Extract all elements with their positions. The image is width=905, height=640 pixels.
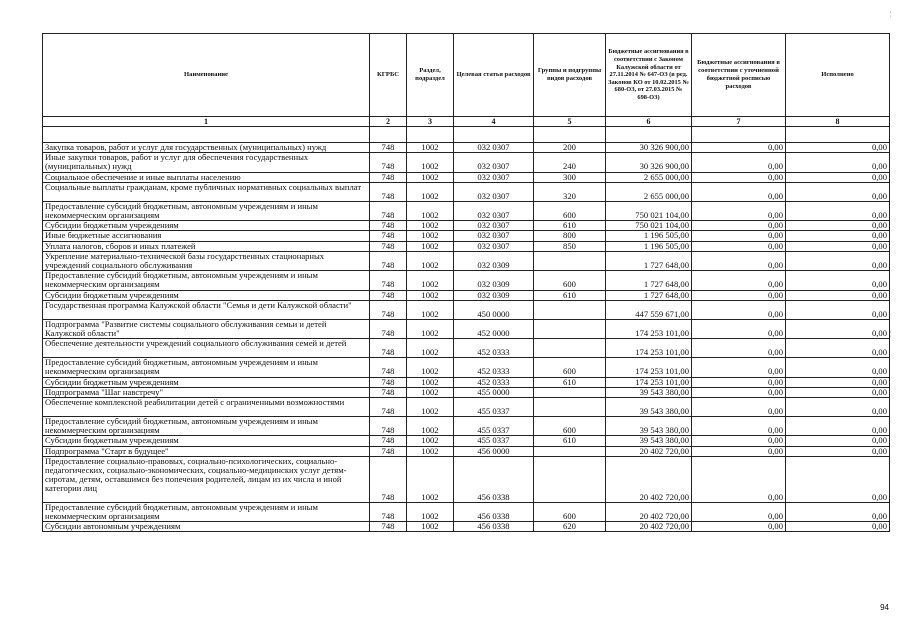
table-row [43, 387, 890, 397]
table-row [43, 201, 890, 220]
row-law-amount: 20 402 720,00 [606, 502, 692, 521]
row-name: Предоставление субсидий бюджетным, автономным учреждениям и иным некоммерческим организациям [43, 417, 370, 436]
row-section: 1002 [407, 436, 454, 446]
row-group [534, 398, 606, 417]
row-name: Уплата налогов, сборов и иных платежей [43, 241, 370, 251]
row-refined-amount: 0,00 [692, 251, 786, 270]
row-name: Закупка товаров, работ и услуг для государственных (муниципальных) нужд [43, 143, 370, 153]
header-row [43, 34, 890, 117]
column-number: 7 [692, 117, 786, 127]
row-section: 1002 [407, 231, 454, 241]
row-executed-amount: 0,00 [786, 153, 890, 172]
table-row [43, 522, 890, 532]
row-law-amount: 2 655 000,00 [606, 172, 692, 182]
row-section: 1002 [407, 182, 454, 201]
row-kgrbs: 748 [370, 358, 407, 377]
table-row [43, 377, 890, 387]
row-law-amount: 1 196 505,00 [606, 231, 692, 241]
table-row [43, 290, 890, 300]
row-group: 620 [534, 522, 606, 532]
row-law-amount: 39 543 380,00 [606, 387, 692, 397]
row-target: 455 0337 [454, 436, 534, 446]
row-executed-amount: 0,00 [786, 502, 890, 521]
row-group [534, 339, 606, 358]
row-name: Субсидии автономным учреждениям [43, 522, 370, 532]
row-kgrbs: 748 [370, 456, 407, 502]
table-row [43, 502, 890, 521]
row-target: 455 0337 [454, 398, 534, 417]
table-row [43, 339, 890, 358]
row-group [534, 456, 606, 502]
row-target: 452 0000 [454, 319, 534, 338]
row-section: 1002 [407, 398, 454, 417]
row-refined-amount: 0,00 [692, 153, 786, 172]
page-number: 94 [880, 603, 889, 612]
row-executed-amount: 0,00 [786, 182, 890, 201]
table-row [43, 172, 890, 182]
row-target: 032 0307 [454, 153, 534, 172]
row-executed-amount: 0,00 [786, 456, 890, 502]
row-group [534, 300, 606, 319]
table-row [43, 398, 890, 417]
row-group [534, 319, 606, 338]
row-refined-amount: 0,00 [692, 319, 786, 338]
row-target: 032 0307 [454, 231, 534, 241]
header-law: Бюджетные ассигнования в соответствии с Законом Калужской области от 27.11.2014 № 647-ОЗ (в ред. Законов КО от 10.02.2015 № 680-ОЗ, от 27.03.2015 № 698-ОЗ) [606, 34, 692, 117]
row-name: Предоставление субсидий бюджетным, автономным учреждениям и иным некоммерческим организациям [43, 201, 370, 220]
row-name: Подпрограмма "Развитие системы социального обслуживания семьи и детей Калужской области" [43, 319, 370, 338]
row-law-amount: 39 543 380,00 [606, 436, 692, 446]
row-kgrbs: 748 [370, 172, 407, 182]
row-name: Субсидии бюджетным учреждениям [43, 377, 370, 387]
row-section: 1002 [407, 417, 454, 436]
row-group: 600 [534, 358, 606, 377]
row-refined-amount: 0,00 [692, 456, 786, 502]
row-target: 452 0333 [454, 377, 534, 387]
row-target: 452 0333 [454, 358, 534, 377]
row-kgrbs: 748 [370, 446, 407, 456]
row-target: 456 0338 [454, 456, 534, 502]
row-refined-amount: 0,00 [692, 339, 786, 358]
row-executed-amount: 0,00 [786, 319, 890, 338]
row-section: 1002 [407, 172, 454, 182]
row-target: 032 0307 [454, 221, 534, 231]
row-refined-amount: 0,00 [692, 182, 786, 201]
row-section: 1002 [407, 377, 454, 387]
row-name: Подпрограмма "Старт в будущее" [43, 446, 370, 456]
table-row [43, 221, 890, 231]
row-kgrbs: 748 [370, 300, 407, 319]
row-section: 1002 [407, 502, 454, 521]
row-target: 032 0307 [454, 182, 534, 201]
row-refined-amount: 0,00 [692, 231, 786, 241]
row-kgrbs: 748 [370, 339, 407, 358]
row-target: 032 0307 [454, 241, 534, 251]
row-group: 600 [534, 417, 606, 436]
row-target: 032 0309 [454, 271, 534, 290]
row-kgrbs: 748 [370, 319, 407, 338]
row-executed-amount: 0,00 [786, 377, 890, 387]
row-section: 1002 [407, 201, 454, 220]
row-group: 610 [534, 436, 606, 446]
row-name: Предоставление социально-правовых, социально-психологических, социально-педагогических, социально-экономических, социально-медицинских услуг детям-сиротам, детям, оставшимся без попечения родителей, лицам из их числа и иной категории лиц [43, 456, 370, 502]
row-kgrbs: 748 [370, 153, 407, 172]
row-group [534, 251, 606, 270]
row-section: 1002 [407, 522, 454, 532]
column-number: 3 [407, 117, 454, 127]
table-row [43, 153, 890, 172]
row-name: Субсидии бюджетным учреждениям [43, 436, 370, 446]
row-law-amount: 1 727 648,00 [606, 290, 692, 300]
row-kgrbs: 748 [370, 290, 407, 300]
row-kgrbs: 748 [370, 251, 407, 270]
row-kgrbs: 748 [370, 201, 407, 220]
row-section: 1002 [407, 153, 454, 172]
row-kgrbs: 748 [370, 221, 407, 231]
row-target: 032 0309 [454, 251, 534, 270]
row-executed-amount: 0,00 [786, 221, 890, 231]
row-section: 1002 [407, 271, 454, 290]
row-section: 1002 [407, 319, 454, 338]
row-section: 1002 [407, 446, 454, 456]
row-law-amount: 20 402 720,00 [606, 522, 692, 532]
margin-tick: ¦ [889, 10, 891, 18]
header-section: Раздел, подраздел [407, 34, 454, 117]
row-law-amount: 447 559 671,00 [606, 300, 692, 319]
row-name: Предоставление субсидий бюджетным, автономным учреждениям и иным некоммерческим организациям [43, 271, 370, 290]
header-executed: Исполнено [786, 34, 890, 117]
row-target: 032 0307 [454, 143, 534, 153]
row-name: Подпрограмма "Шаг навстречу" [43, 387, 370, 397]
row-executed-amount: 0,00 [786, 290, 890, 300]
row-target: 032 0309 [454, 290, 534, 300]
row-name: Государственная программа Калужской области "Семья и дети Калужской области" [43, 300, 370, 319]
table-row [43, 182, 890, 201]
table-row [43, 271, 890, 290]
row-law-amount: 39 543 380,00 [606, 417, 692, 436]
row-law-amount: 1 727 648,00 [606, 251, 692, 270]
row-law-amount: 1 196 505,00 [606, 241, 692, 251]
row-executed-amount: 0,00 [786, 231, 890, 241]
row-refined-amount: 0,00 [692, 502, 786, 521]
row-law-amount: 20 402 720,00 [606, 456, 692, 502]
row-target: 456 0338 [454, 522, 534, 532]
row-kgrbs: 748 [370, 502, 407, 521]
row-refined-amount: 0,00 [692, 271, 786, 290]
column-number: 5 [534, 117, 606, 127]
row-law-amount: 2 655 000,00 [606, 182, 692, 201]
row-kgrbs: 748 [370, 522, 407, 532]
row-executed-amount: 0,00 [786, 241, 890, 251]
row-kgrbs: 748 [370, 387, 407, 397]
row-law-amount: 174 253 101,00 [606, 339, 692, 358]
row-group: 600 [534, 502, 606, 521]
row-executed-amount: 0,00 [786, 300, 890, 319]
spacer-row [43, 127, 890, 143]
row-target: 452 0333 [454, 339, 534, 358]
row-law-amount: 30 326 900,00 [606, 153, 692, 172]
row-kgrbs: 748 [370, 271, 407, 290]
row-group: 850 [534, 241, 606, 251]
row-kgrbs: 748 [370, 241, 407, 251]
row-section: 1002 [407, 241, 454, 251]
row-kgrbs: 748 [370, 143, 407, 153]
row-name: Иные закупки товаров, работ и услуг для обеспечения государственных (муниципальных) нужд [43, 153, 370, 172]
column-number: 8 [786, 117, 890, 127]
row-target: 032 0307 [454, 201, 534, 220]
row-law-amount: 1 727 648,00 [606, 271, 692, 290]
table-row [43, 231, 890, 241]
row-law-amount: 174 253 101,00 [606, 319, 692, 338]
row-executed-amount: 0,00 [786, 271, 890, 290]
table-row [43, 358, 890, 377]
row-name: Обеспечение комплексной реабилитации детей с ограниченными возможностями [43, 398, 370, 417]
row-name: Предоставление субсидий бюджетным, автономным учреждениям и иным некоммерческим организациям [43, 358, 370, 377]
row-group: 240 [534, 153, 606, 172]
row-executed-amount: 0,00 [786, 251, 890, 270]
table-row [43, 456, 890, 502]
row-executed-amount: 0,00 [786, 387, 890, 397]
row-refined-amount: 0,00 [692, 241, 786, 251]
row-target: 456 0338 [454, 502, 534, 521]
row-kgrbs: 748 [370, 182, 407, 201]
table-row [43, 143, 890, 153]
row-section: 1002 [407, 387, 454, 397]
row-refined-amount: 0,00 [692, 358, 786, 377]
budget-table [42, 33, 890, 532]
row-law-amount: 750 021 104,00 [606, 201, 692, 220]
row-executed-amount: 0,00 [786, 358, 890, 377]
row-section: 1002 [407, 300, 454, 319]
row-group: 600 [534, 201, 606, 220]
row-law-amount: 174 253 101,00 [606, 377, 692, 387]
table-row [43, 319, 890, 338]
row-name: Укрепление материально-технической базы государственных стационарных учреждений социального обслуживания [43, 251, 370, 270]
row-refined-amount: 0,00 [692, 143, 786, 153]
table-row [43, 251, 890, 270]
row-group: 200 [534, 143, 606, 153]
column-number-row [43, 117, 890, 127]
row-kgrbs: 748 [370, 417, 407, 436]
header-groups: Группы и подгруппы видов расходов [534, 34, 606, 117]
row-section: 1002 [407, 221, 454, 231]
margin-tick: ¦ [889, 330, 891, 338]
row-kgrbs: 748 [370, 377, 407, 387]
row-refined-amount: 0,00 [692, 398, 786, 417]
row-kgrbs: 748 [370, 436, 407, 446]
row-section: 1002 [407, 358, 454, 377]
row-name: Обеспечение деятельности учреждений социального обслуживания семей и детей [43, 339, 370, 358]
row-executed-amount: 0,00 [786, 339, 890, 358]
row-section: 1002 [407, 251, 454, 270]
row-target: 032 0307 [454, 172, 534, 182]
row-group: 320 [534, 182, 606, 201]
column-number: 1 [43, 117, 370, 127]
row-executed-amount: 0,00 [786, 417, 890, 436]
row-executed-amount: 0,00 [786, 201, 890, 220]
row-refined-amount: 0,00 [692, 290, 786, 300]
row-section: 1002 [407, 143, 454, 153]
row-executed-amount: 0,00 [786, 172, 890, 182]
row-group: 610 [534, 290, 606, 300]
table-row [43, 241, 890, 251]
row-group: 600 [534, 271, 606, 290]
row-executed-amount: 0,00 [786, 143, 890, 153]
table-row [43, 300, 890, 319]
row-refined-amount: 0,00 [692, 417, 786, 436]
row-kgrbs: 748 [370, 398, 407, 417]
row-refined-amount: 0,00 [692, 172, 786, 182]
row-law-amount: 39 543 380,00 [606, 398, 692, 417]
row-law-amount: 20 402 720,00 [606, 446, 692, 456]
row-section: 1002 [407, 456, 454, 502]
row-section: 1002 [407, 339, 454, 358]
table-row [43, 417, 890, 436]
row-section: 1002 [407, 290, 454, 300]
row-name: Субсидии бюджетным учреждениям [43, 221, 370, 231]
row-name: Субсидии бюджетным учреждениям [43, 290, 370, 300]
table-row [43, 446, 890, 456]
row-refined-amount: 0,00 [692, 377, 786, 387]
row-law-amount: 174 253 101,00 [606, 358, 692, 377]
header-refined: Бюджетные ассигнования в соответствии с уточненной бюджетной росписью расходов [692, 34, 786, 117]
row-refined-amount: 0,00 [692, 300, 786, 319]
column-number: 2 [370, 117, 407, 127]
row-name: Социальные выплаты гражданам, кроме публичных нормативных социальных выплат [43, 182, 370, 201]
row-name: Социальное обеспечение и иные выплаты населению [43, 172, 370, 182]
row-name: Предоставление субсидий бюджетным, автономным учреждениям и иным некоммерческим организациям [43, 502, 370, 521]
row-name: Иные бюджетные ассигнования [43, 231, 370, 241]
row-group [534, 387, 606, 397]
row-refined-amount: 0,00 [692, 446, 786, 456]
header-name: Наименование [43, 34, 370, 117]
header-kgrbs: КГРБС [370, 34, 407, 117]
row-group: 610 [534, 377, 606, 387]
row-target: 455 0337 [454, 417, 534, 436]
row-target: 456 0000 [454, 446, 534, 456]
row-executed-amount: 0,00 [786, 398, 890, 417]
row-group: 300 [534, 172, 606, 182]
row-executed-amount: 0,00 [786, 446, 890, 456]
row-refined-amount: 0,00 [692, 201, 786, 220]
row-group: 610 [534, 221, 606, 231]
row-executed-amount: 0,00 [786, 522, 890, 532]
row-group [534, 446, 606, 456]
header-target: Целевая статья расходов [454, 34, 534, 117]
row-refined-amount: 0,00 [692, 436, 786, 446]
row-law-amount: 750 021 104,00 [606, 221, 692, 231]
row-refined-amount: 0,00 [692, 387, 786, 397]
row-target: 450 0000 [454, 300, 534, 319]
row-group: 800 [534, 231, 606, 241]
column-number: 6 [606, 117, 692, 127]
row-refined-amount: 0,00 [692, 522, 786, 532]
table-row [43, 436, 890, 446]
row-law-amount: 30 326 900,00 [606, 143, 692, 153]
column-number: 4 [454, 117, 534, 127]
row-target: 455 0000 [454, 387, 534, 397]
row-refined-amount: 0,00 [692, 221, 786, 231]
row-kgrbs: 748 [370, 231, 407, 241]
row-executed-amount: 0,00 [786, 436, 890, 446]
